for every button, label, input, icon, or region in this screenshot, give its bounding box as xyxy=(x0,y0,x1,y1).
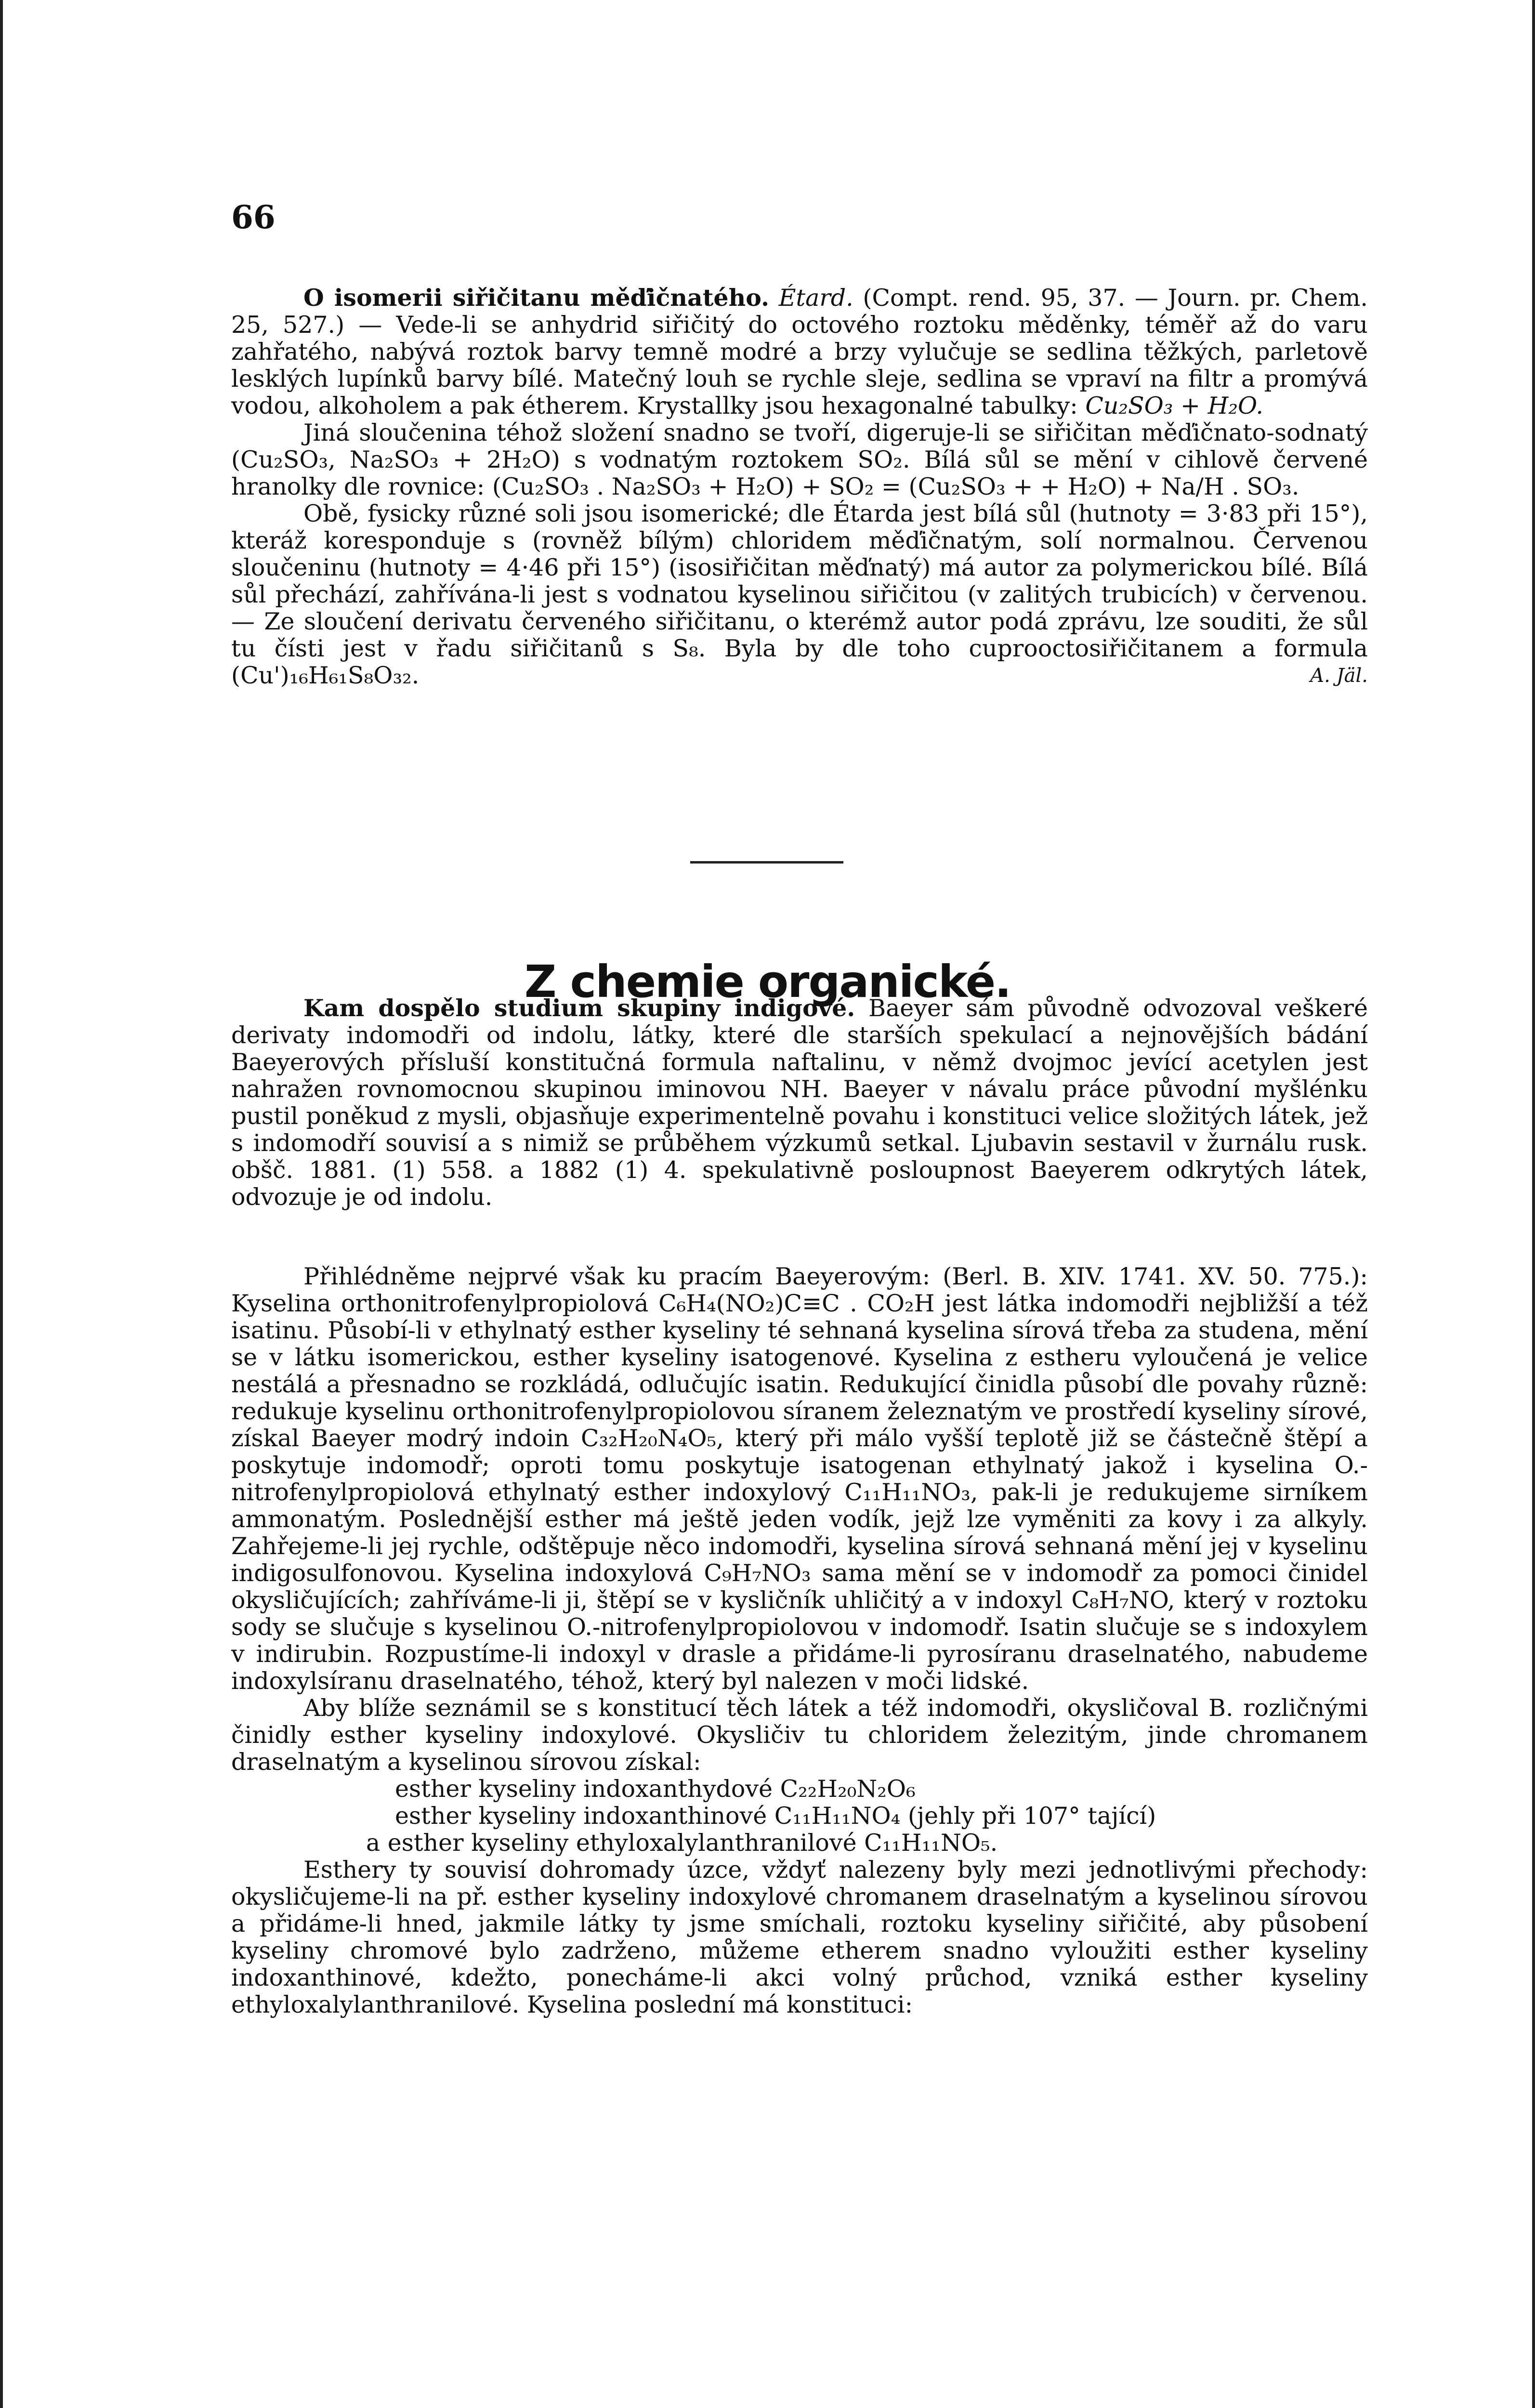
scan-border-right xyxy=(1532,0,1535,2408)
abstract-signature: A. Jäl. xyxy=(1310,665,1368,687)
abstract-p3-text: Obě, fysicky různé soli jsou isomerické; dle Étarda jest bílá sůl (hutnoty = 3·83 při 15°), kteráž koresponduje s (rovněž bílým) chloridem měďičnatým, solí normalnou. Červenou sloučeninu (hutnoty = 4·46 při 15°) (isosiřičitan měďnatý) má autor za polymerickou bílé. Bílá sůl přechází, zahřívána-li jest s vodnatou kyselinou siřičitou (v zalitých trubicích) v červenou. — Ze sloučení derivatu červeného siřičitanu, o kterémž autor podá zprávu, lze souditi, že sůl tu čísti jest v řadu siřičitanů s S₈. Byla by dle toho cuprooctosiřičitanem a formula (Cu')₁₆H₆₁S₈O₃₂. xyxy=(231,500,1368,689)
page-number: 66 xyxy=(231,198,276,236)
abstract-paragraph-2: Jiná sloučenina téhož složení snadno se tvoří, digeruje-li se siřičitan měďičnato-sodnatý (Cu₂SO₃, Na₂SO₃ + 2H₂O) s vodnatým roztokem SO₂. Bílá sůl se mění v cihlově červené hranolky dle rovnice: (Cu₂SO₃ . Na₂SO₃ + H₂O) + SO₂ = (Cu₂SO₃ + + H₂O) + Na/H . SO₃. xyxy=(231,419,1368,500)
ester-list-item: esther kyseliny indoxanthinové C₁₁H₁₁NO₄ (jehly při 107° tající) xyxy=(395,1802,1156,1830)
abstract-paragraph-3 xyxy=(231,500,1368,689)
article-p1-text: Baeyer sám původně odvozoval veškeré derivaty indomodři od indolu, látky, které dle starších spekulací a nejnovějších bádání Baeyerových přísluší konstitučná formula naftalinu, v němž dvojmoc jevící acetylen jest nahražen rovnomocnou skupinou iminovou NH. Baeyer v návalu práce původní myšlénku pustil poněkud z mysli, objasňuje experimentelně povahu i konstituci velice složitých látek, jež s indomodří souvisí a s nimiž se průběhem výzkumů setkal. Ljubavin sestavil v žurnálu rusk. obšč. 1881. (1) 558. a 1882 (1) 4. spekulativně posloupnost Baeyerem odkrytých látek, odvozuje je od indolu. xyxy=(231,995,1368,1211)
abstract-title: O isomerii siřičitanu měďičnatého. xyxy=(303,284,770,312)
abstract-author: Étard. xyxy=(778,284,853,312)
article-paragraph-1 xyxy=(231,995,1368,1211)
abstract-isomerie xyxy=(231,284,1368,689)
article-paragraph-2: Přihlédněme nejprvé však ku pracím Baeyerovým: (Berl. B. XIV. 1741. XV. 50. 775.): Kyselina orthonitrofenylpropiolová C₆H₄(NO₂)C≡C . CO₂H jest látka indomodři nejbližší a též isatinu. Působí-li v ethylnatý esther kyseliny té sehnaná kyselina sírová třeba za studena, mění se v látku isomerickou, esther kyseliny isatogenové. Kyselina z estheru vyloučená je velice nestálá a přesnadno se rozkládá, odlučujíc isatin. Redukující činidla působí dle povahy různě: redukuje kyselinu orthonitrofenylpropiolovou síranem železnatým ve prostředí kyseliny sírové, získal Baeyer modrý indoin C₃₂H₂₀N₄O₅, který při málo vyšší teplotě již se částečně štěpí a poskytuje indomodř; oproti tomu poskytuje isatogenan ethylnatý jakož i kyselina O.-nitrofenylpropiolová ethylnatý esther indoxylový C₁₁H₁₁NO₃, pak-li je redukujeme sirníkem ammonatým. Poslednější esther má ještě jeden vodík, jejž lze vyměniti za kovy i za alkyly. Zahřejeme-li jej rychle, odštěpuje něco indomodři, kyselina sírová sehnaná mění jej v kyselinu indigosulfonovou. Kyselina indoxylová C₉H₇NO₃ sama mění se v indomodř za pomoci činidel okysličujících; zahříváme-li ji, štěpí se v kysličník uhličitý a v indoxyl C₈H₇NO, který v roztoku sody se slučuje s kyselinou O.-nitrofenylpropiolovou v indomodř. Isatin slučuje se s indoxylem v indirubin. Rozpustíme-li indoxyl v drasle a přidáme-li pyrosíranu draselnatého, nabudeme indoxylsíranu draselnatého, téhož, který byl nalezen v moči lidské. xyxy=(231,1263,1368,1695)
abstract-paragraph-1 xyxy=(231,284,1368,419)
scan-border-left xyxy=(0,0,3,2408)
article-title: Kam dospělo studium skupiny indigové. xyxy=(303,994,855,1022)
abstract-p1-text: (Compt. rend. 95, 37. — Journ. pr. Chem. 25, 527.) — Vede-li se anhydrid siřičitý do octového roztoku měděnky, téměř až do varu zahřatého, nabývá roztok barvy temně modré a brzy vylučuje se sedlina těžkých, parletově lesklých lupínků barvy bílé. Matečný louh se rychle sleje, sedlina se vpraví na filtr a promývá vodou, alkoholem a pak étherem. Krystallky jsou hexagonalné tabulky: xyxy=(231,284,1368,419)
article-paragraph-3: Aby blíže seznámil se s konstitucí těch látek a též indomodři, okysličoval B. rozličnými činidly esther kyseliny indoxylové. Okysličiv tu chloridem železitým, jinde chromanem draselnatým a kyselinou sírovou získal: xyxy=(231,1694,1368,1776)
article-continued xyxy=(231,1263,1368,2018)
ester-list-item: esther kyseliny indoxanthydové C₂₂H₂₀N₂O₆ xyxy=(395,1775,916,1803)
article-indigo xyxy=(231,995,1368,1211)
section-divider xyxy=(690,861,843,864)
article-paragraph-4: Esthery ty souvisí dohromady úzce, vždyť nalezeny byly mezi jednotlivými přechody: okysličujeme-li na př. esther kyseliny indoxylové chromanem draselnatým a kyselinou sírovou a přidáme-li hned, jakmile látky ty jsme smíchali, roztoku kyseliny siřičité, aby působení kyseliny chromové bylo zadrženo, můžeme etherem snadno vyloužiti esther kyseliny indoxanthinové, kdežto, ponecháme-li akci volný průchod, vzniká esther kyseliny ethyloxalylanthranilové. Kyselina poslední má konstituci: xyxy=(231,1856,1368,2018)
ester-list-item: a esther kyseliny ethyloxalylanthranilové C₁₁H₁₁NO₅. xyxy=(366,1829,998,1857)
abstract-p1-formula: Cu₂SO₃ + H₂O. xyxy=(1085,392,1263,419)
section-title: Z chemie organické. xyxy=(524,956,1011,1008)
